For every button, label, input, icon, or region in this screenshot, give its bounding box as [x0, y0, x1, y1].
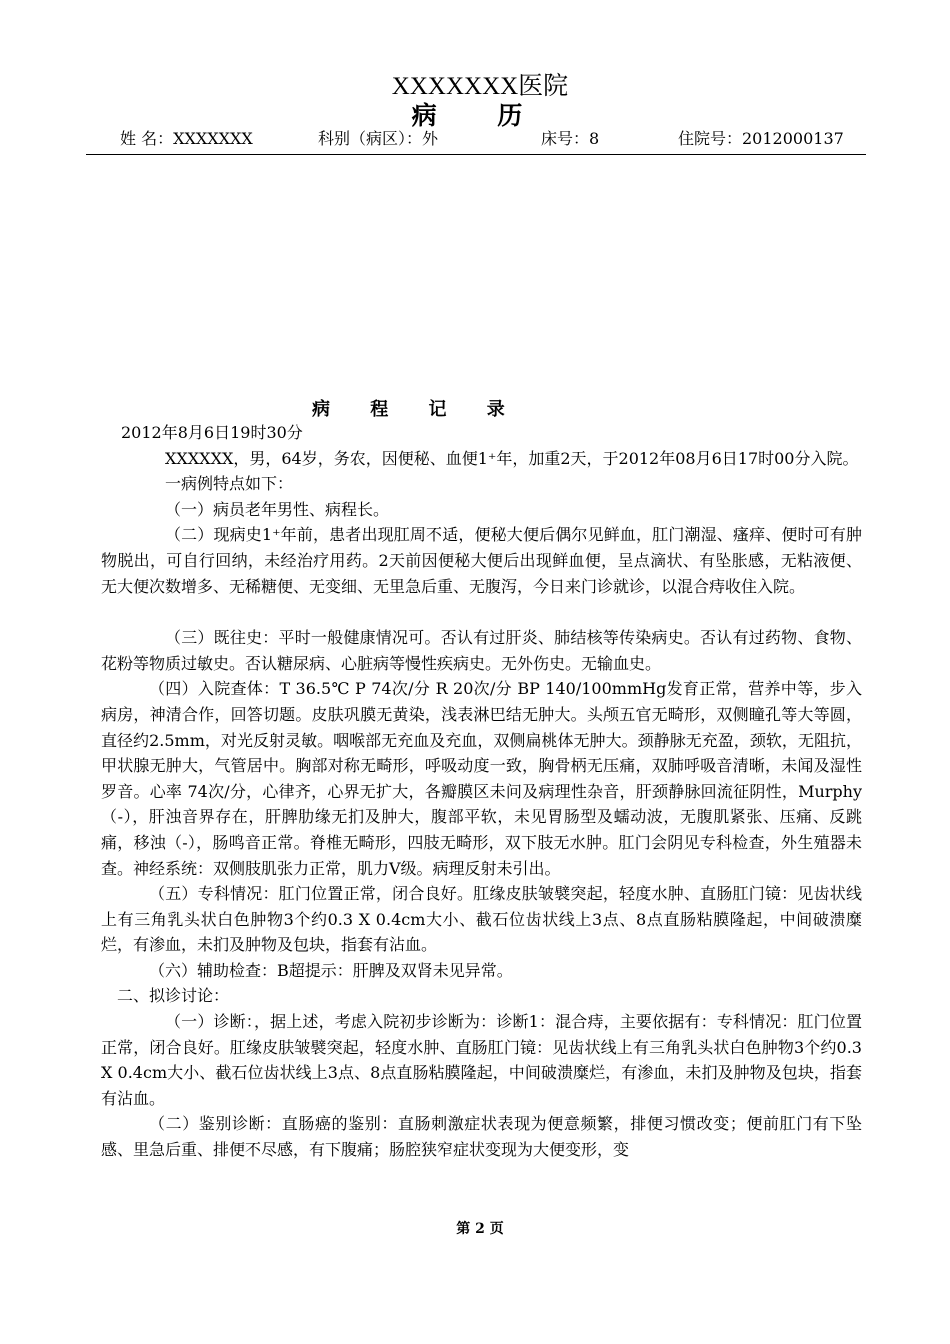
blank-line: [101, 599, 862, 625]
paragraph-admission: XXXXXX，男，64岁，务农，因便秘、血便1⁺年，加重2天，于2012年08月6日17时00分入院。: [165, 448, 859, 468]
header-divider: [86, 154, 866, 155]
record-type-title: 病 历: [411, 101, 549, 130]
paragraph-present-illness: （二）现病史1⁺年前，患者出现肛周不适，便秘大便后偶尔见鲜血，肛门潮湿、瘙痒、便时可有肿物脱出，可自行回纳，未经治疗用药。2天前因便秘大便后出现鲜血便，呈点滴状、有坠胀感，无粘液便、无大便次数增多、无稀糖便、无变细、无里急后重、无腹泻，今日来门诊就诊，以混合痔收住入院。: [101, 525, 862, 596]
record-datetime: 2012年8月6日19时30分: [121, 423, 303, 442]
course-record-body: [101, 420, 862, 1163]
admission-number: 住院号：2012000137: [678, 129, 844, 148]
paragraph-case-features: 一病例特点如下：: [165, 474, 294, 494]
paragraph-specialty-exam: （五）专科情况：肛门位置正常，闭合良好。肛缘皮肤皱襞突起，轻度水肿、直肠肛门镜：见齿状线上有三角乳头状白色肿物3个约0.3 X 0.4cm大小、截石位齿状线上3点、8点直肠粘膜隆起，中间破溃糜烂，有渗血，未扪及肿物及包块，指套有沾血。: [101, 884, 862, 955]
department: 科别（病区）：外: [318, 129, 439, 148]
paragraph-past-history: （三）既往史：平时一般健康情况可。否认有过肝炎、肺结核等传染病史。否认有过药物、食物、花粉等物质过敏史。否认糖尿病、心脏病等慢性疾病史。无外伤史。无输血史。: [101, 628, 862, 673]
paragraph-patient: （一）病员老年男性、病程长。: [165, 499, 390, 519]
paragraph-physical-exam: （四）入院查体：T 36.5℃ P 74次/分 R 20次/分 BP 140/100mmHg发育正常，营养中等，步入病房，神清合作，回答切题。皮肤巩膜无黄染，浅表淋巴结无肿大。头颅五官无畸形，双侧瞳孔等大等圆，直径约2.5mm，对光反射灵敏。咽喉部无充血及充血，双侧扁桃体无肿大。颈静脉无充盈，颈软，无阻抗，甲状腺无肿大，气管居中。胸部对称无畸形，呼吸动度一致，胸骨柄无压痛，双肺呼吸音清晰，未闻及湿性罗音。心率 74次/分，心律齐，心界无扩大，各瓣膜区未问及病理性杂音，肝颈静脉回流征阴性，Murphy（-），肝浊音界存在，肝脾肋缘无扪及肿大，腹部平软，未见胃肠型及蠕动波，无腹肌紧张、压痛、反跳痛，移浊（-），肠鸣音正常。脊椎无畸形，四肢无畸形，双下肢无水肿。肛门会阴见专科检查，外生殖器未查。神经系统：双侧肢肌张力正常，肌力Ⅴ级。病理反射未引出。: [101, 679, 862, 878]
patient-info-bar: [120, 126, 880, 150]
bed-number: 床号：8: [541, 129, 600, 148]
section-discussion: 二、拟诊讨论：: [117, 986, 230, 1006]
patient-name: 姓 名：XXXXXXX: [120, 129, 253, 148]
page-number: 第 2 页: [456, 1221, 504, 1237]
paragraph-differential: （二）鉴别诊断：直肠癌的鉴别：直肠刺激症状表现为便意频繁，排便习惯改变；便前肛门有下坠感、里急后重、排便不尽感，有下腹痛；肠腔狭窄症状变现为大便变形，变: [101, 1114, 862, 1160]
course-record-title: 病 程 记 录: [312, 399, 522, 420]
hospital-name: XXXXXXX医院: [391, 73, 569, 100]
paragraph-auxiliary-exam: （六）辅助检查：B超提示：肝脾及双肾未见异常。: [149, 960, 513, 980]
paragraph-diagnosis: （一）诊断：，据上述，考虑入院初步诊断为：诊断1：混合痔，主要依据有：专科情况：肛门位置正常，闭合良好。肛缘皮肤皱襞突起，轻度水肿、直肠肛门镜：见齿状线上有三角乳头状白色肿物3个约0.3 X 0.4cm大小、截石位齿状线上3点、8点直肠粘膜隆起，中间破溃糜烂，有渗血，未扪及肿物及包块，指套有沾血。: [101, 1012, 862, 1108]
